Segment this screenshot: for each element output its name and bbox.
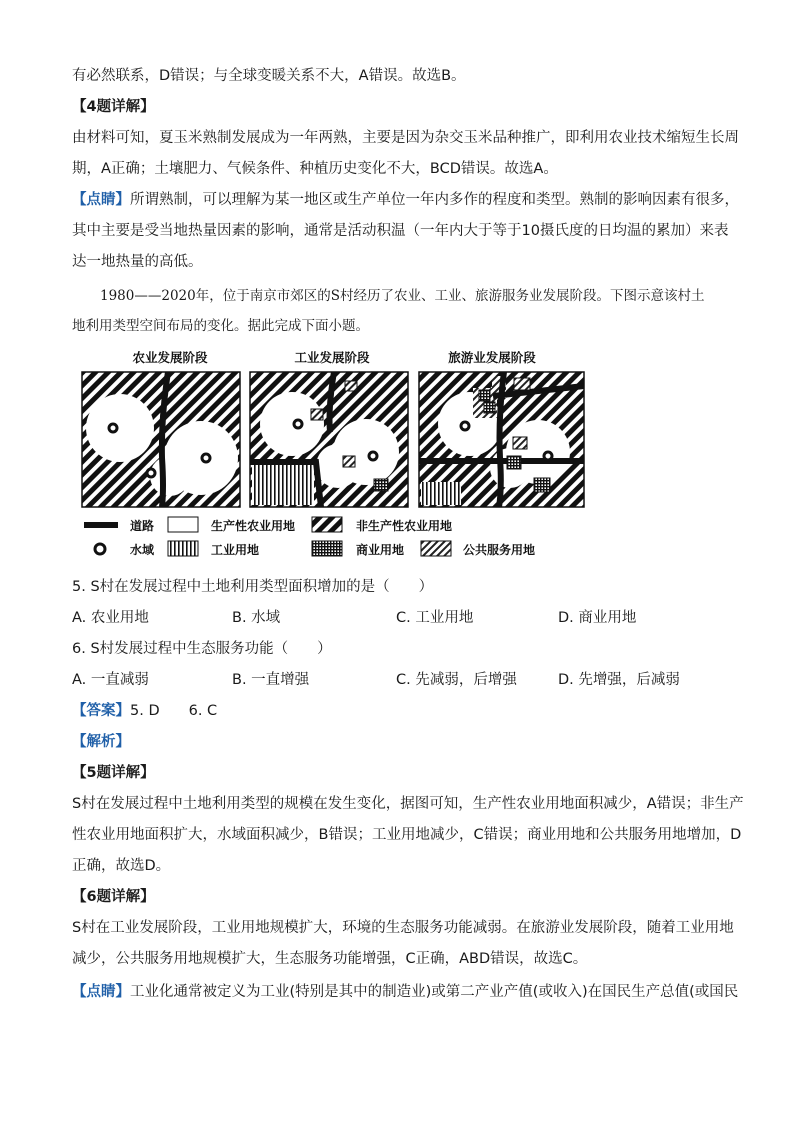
q6-option-c: C. 先减弱，后增强 xyxy=(396,672,517,688)
legend-water-swatch xyxy=(95,544,105,554)
text-line: 达一地热量的高低。 xyxy=(72,254,203,270)
legend-industry: 工业用地 xyxy=(211,543,260,557)
map-title-tourism: 旅游业发展阶段 xyxy=(448,350,536,365)
legend-public-swatch xyxy=(421,541,451,556)
text-line: 减少，公共服务用地规模扩大，生态服务功能增强，C正确，ABD错误，故选C。 xyxy=(72,951,588,967)
dianjing-paragraph xyxy=(72,190,739,210)
q5-option-b: B. 水域 xyxy=(232,610,281,626)
material-text: 1980——2020年，位于南京市郊区的S村经历了农业、工业、旅游服务业发展阶段。下图示意该村土 xyxy=(100,288,705,304)
text-line: 正确，故选D。 xyxy=(72,858,171,874)
q6-option-d: D. 先增强，后减弱 xyxy=(558,672,680,688)
legend-nonprod-ag-swatch xyxy=(312,517,342,532)
q6-option-a: A. 一直减弱 xyxy=(72,672,149,688)
section-heading: 【4题详解】 xyxy=(72,99,155,115)
legend-industry-swatch xyxy=(168,541,198,556)
q6-option-b: B. 一直增强 xyxy=(232,672,310,688)
legend-road-swatch xyxy=(84,522,118,528)
answer-line xyxy=(72,701,217,721)
text-line: 所谓熟制，可以理解为某一地区或生产单位一年内多作的程度和类型。熟制的影响因素有很多， xyxy=(130,192,739,208)
legend-commercial-swatch xyxy=(312,541,342,556)
legend-prod-ag-swatch xyxy=(168,517,198,532)
text-line: 期，A正确；土壤肥力、气候条件、种植历史变化不大，BCD错误。故选A。 xyxy=(72,161,558,177)
answer-tag: 【答案】 xyxy=(72,703,130,719)
dianjing-tag: 【点睛】 xyxy=(72,984,130,1000)
dianjing-tag: 【点睛】 xyxy=(72,192,130,208)
legend-nonprod-ag: 非生产性农业用地 xyxy=(356,519,453,533)
answer-text: 5. D 6. C xyxy=(130,703,218,719)
dianjing-paragraph xyxy=(72,982,738,1002)
legend-water: 水域 xyxy=(130,543,155,557)
text-line: 工业化通常被定义为工业(特别是其中的制造业)或第二产业产值(或收入)在国民生产总值(或国民 xyxy=(130,984,739,1000)
section-heading: 【6题详解】 xyxy=(72,889,155,905)
question-6-stem: 6. S村发展过程中生态服务功能（ ） xyxy=(72,641,332,657)
q5-option-c: C. 工业用地 xyxy=(396,610,474,626)
text-line: S村在发展过程中土地利用类型的规模在发生变化，据图可知，生产性农业用地面积减少，A错误；非生产 xyxy=(72,796,744,812)
land-use-figure xyxy=(78,348,590,563)
map-agriculture xyxy=(82,372,240,507)
analysis-tag: 【解析】 xyxy=(72,734,130,750)
text-line: 有必然联系，D错误；与全球变暖关系不大，A错误。故选B。 xyxy=(72,68,466,84)
text-line: 由材料可知，夏玉米熟制发展成为一年两熟，主要是因为杂交玉米品种推广，即利用农业技术缩短生长周 xyxy=(72,130,739,146)
map-industry xyxy=(250,372,408,507)
legend xyxy=(84,517,535,557)
q5-option-d: D. 商业用地 xyxy=(558,610,637,626)
map-tourism xyxy=(419,372,584,507)
question-5-stem: 5. S村在发展过程中土地利用类型面积增加的是（ ） xyxy=(72,579,434,595)
material-text: 地利用类型空间布局的变化。据此完成下面小题。 xyxy=(72,318,369,334)
section-heading: 【5题详解】 xyxy=(72,765,155,781)
text-line: 其中主要是受当地热量因素的影响，通常是活动积温（一年内大于等于10摄氏度的日均温的累加）来表 xyxy=(72,223,729,239)
map-title-industry: 工业发展阶段 xyxy=(294,350,370,365)
legend-road: 道路 xyxy=(130,519,155,533)
legend-commercial: 商业用地 xyxy=(356,543,405,557)
text-line: S村在工业发展阶段，工业用地规模扩大，环境的生态服务功能减弱。在旅游业发展阶段，随着工业用地 xyxy=(72,920,734,936)
legend-public: 公共服务用地 xyxy=(463,543,536,557)
q5-option-a: A. 农业用地 xyxy=(72,610,149,626)
map-title-agriculture: 农业发展阶段 xyxy=(132,350,208,365)
legend-prod-ag: 生产性农业用地 xyxy=(211,519,296,533)
text-line: 性农业用地面积扩大，水域面积减少，B错误；工业用地减少，C错误；商业用地和公共服务用地增加，D xyxy=(72,827,742,843)
